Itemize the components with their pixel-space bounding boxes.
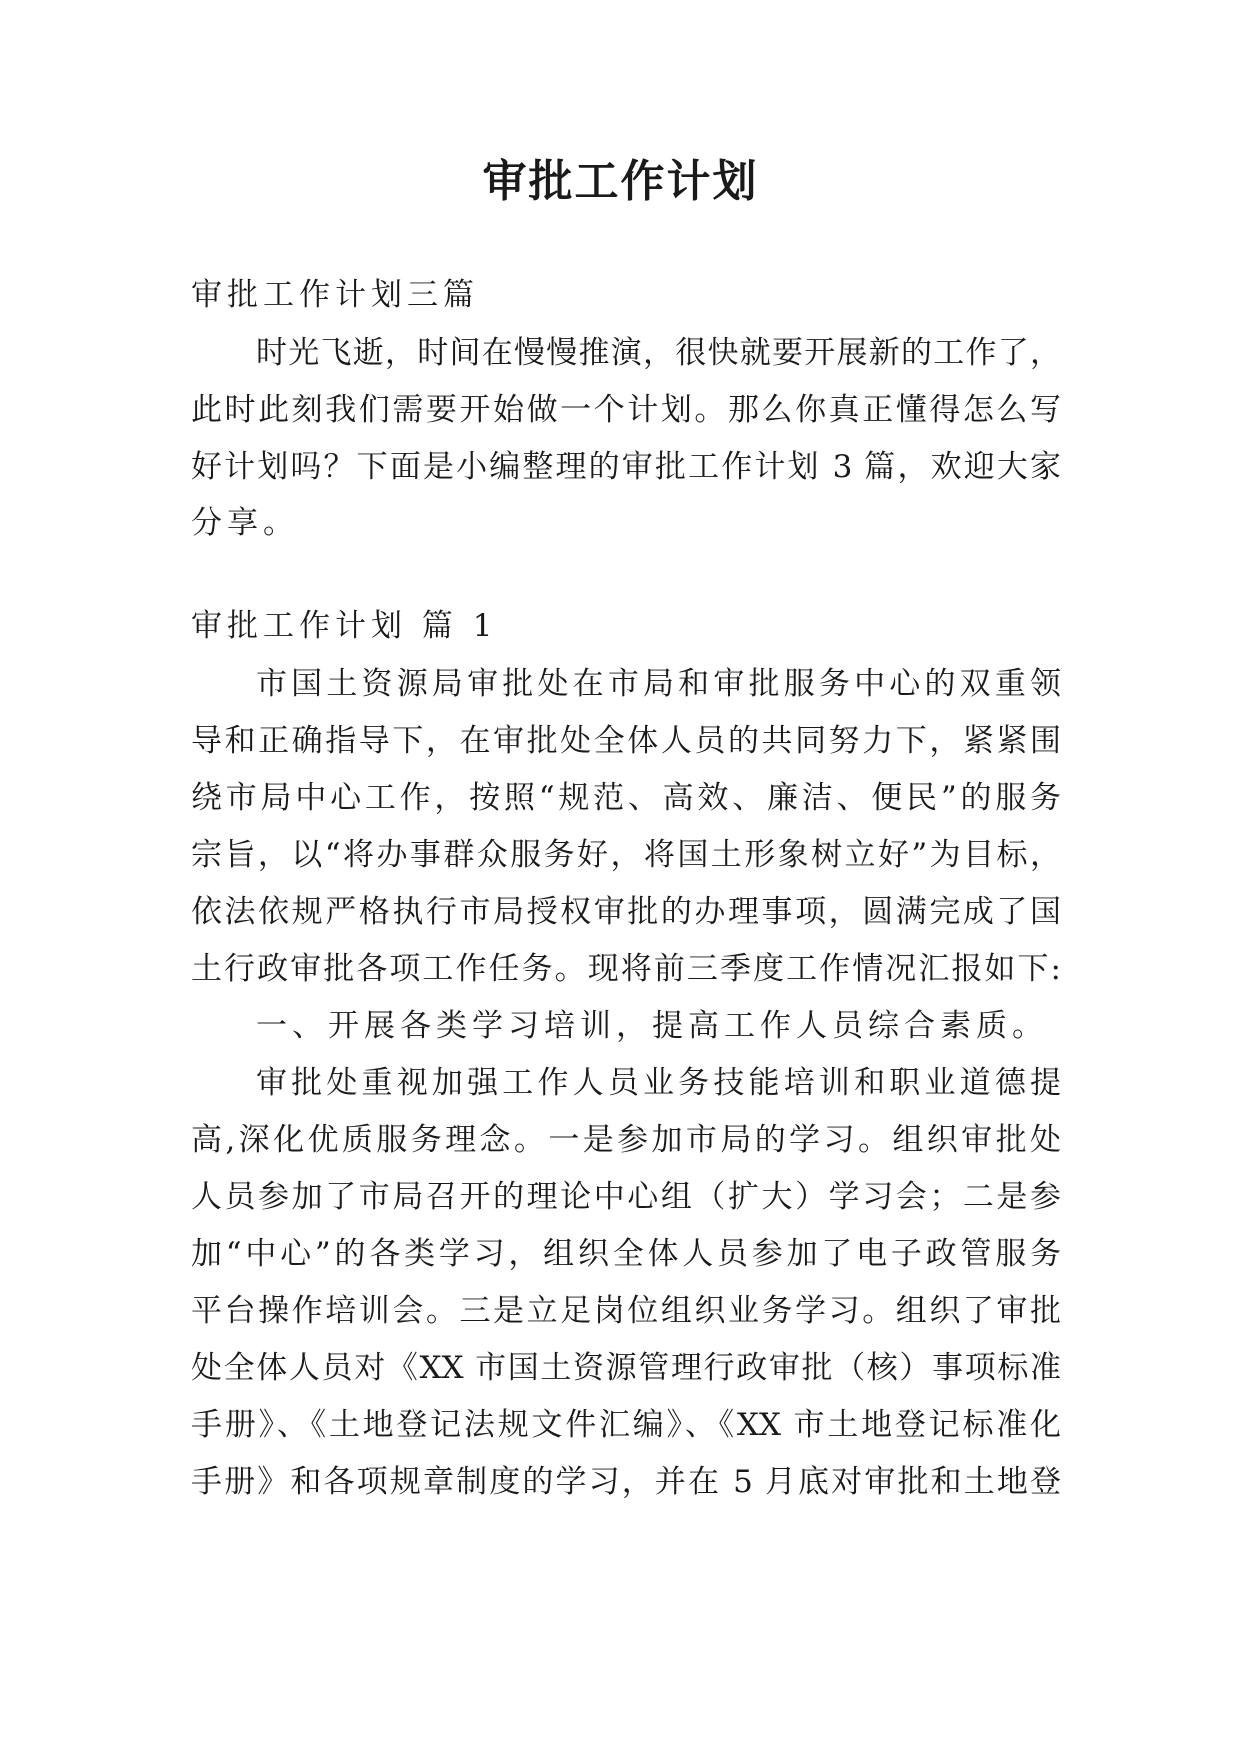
paragraph-line: 分享。: [191, 505, 299, 541]
paragraph-line: 导和正确指导下，在审批处全体人员的共同努力下，紧紧围: [191, 723, 1061, 759]
paragraph-line: 时光飞逝，时间在慢慢推演，很快就要开展新的工作了，: [256, 335, 1061, 371]
section-heading: 审批工作计划 篇 1: [191, 608, 498, 644]
paragraph-line: 平台操作培训会。三是立足岗位组织业务学习。组织了审批: [191, 1293, 1061, 1329]
section-heading: 审批工作计划三篇: [191, 277, 479, 313]
paragraph-line: 市国土资源局审批处在市局和审批服务中心的双重领: [256, 666, 1061, 702]
paragraph-line: 好计划吗？下面是小编整理的审批工作计划 3 篇，欢迎大家: [191, 449, 1061, 485]
paragraph-line: 处全体人员对《XX 市国土资源管理行政审批（核）事项标准: [191, 1350, 1061, 1386]
document-title: 审批工作计划: [482, 156, 759, 207]
paragraph-line: 宗旨，以“将办事群众服务好，将国土形象树立好”为目标，: [191, 837, 1061, 873]
paragraph-line: 土行政审批各项工作任务。现将前三季度工作情况汇报如下:: [191, 951, 1061, 987]
paragraph-line: 人员参加了市局召开的理论中心组（扩大）学习会；二是参: [191, 1179, 1061, 1215]
paragraph-line: 此时此刻我们需要开始做一个计划。那么你真正懂得怎么写: [191, 392, 1061, 428]
paragraph-line: 依法依规严格执行市局授权审批的办理事项，圆满完成了国: [191, 894, 1061, 930]
paragraph-line: 绕市局中心工作，按照“规范、高效、廉洁、便民”的服务: [191, 780, 1061, 816]
paragraph-line: 手册》、《土地登记法规文件汇编》、《XX 市土地登记标准化: [191, 1407, 1061, 1443]
paragraph-line: 加“中心”的各类学习，组织全体人员参加了电子政管服务: [191, 1236, 1061, 1272]
paragraph-line: 审批处重视加强工作人员业务技能培训和职业道德提: [256, 1065, 1061, 1101]
paragraph-line: 手册》和各项规章制度的学习，并在 5 月底对审批和土地登: [191, 1464, 1061, 1500]
paragraph-line: 高,深化优质服务理念。一是参加市局的学习。组织审批处: [191, 1122, 1061, 1158]
subsection-heading: 一、开展各类学习培训，提高工作人员综合素质。: [256, 1008, 1048, 1044]
